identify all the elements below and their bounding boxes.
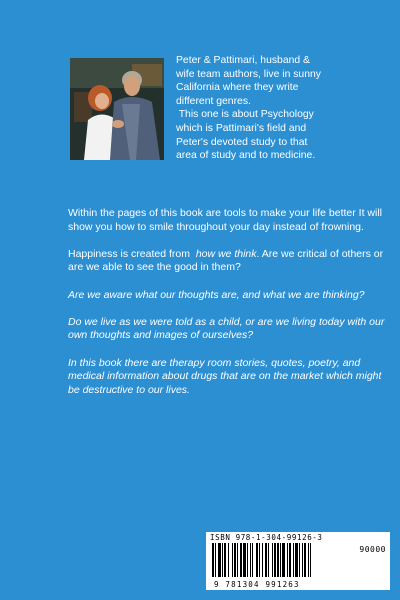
- book-description: [68, 207, 386, 411]
- price-code: 90000: [359, 545, 386, 554]
- bio-line: This one is about Psychology: [176, 109, 314, 121]
- barcode-bar: [265, 543, 267, 577]
- barcode-bar: [256, 543, 258, 577]
- barcode-bar: [250, 543, 251, 577]
- barcode-digits: 9 781304 991263: [214, 580, 300, 589]
- barcode-bar: [304, 543, 306, 577]
- barcode-bar: [222, 543, 223, 577]
- barcode-bar: [212, 543, 214, 577]
- barcode-bar: [237, 543, 238, 577]
- barcode-bar: [232, 543, 233, 577]
- barcode-bar: [289, 543, 291, 577]
- isbn-barcode: [206, 532, 390, 590]
- bio-line: wife team authors, live in sunny: [176, 68, 321, 80]
- barcode-bar: [308, 543, 309, 577]
- barcode-bar: [272, 543, 273, 577]
- barcode-bar: [295, 543, 298, 577]
- barcode-bar: [215, 543, 216, 577]
- author-bio: [176, 54, 388, 163]
- barcode-bar: [234, 543, 236, 577]
- bio-line: different genres.: [176, 95, 251, 107]
- emphasis-text: how we think: [195, 247, 257, 260]
- barcode-bars: [212, 543, 352, 577]
- isbn-text: ISBN 978-1-304-99126-3: [210, 533, 323, 542]
- bio-line: area of study and to medicine.: [176, 150, 316, 162]
- bio-line: Peter & Pattimari, husband &: [176, 55, 310, 66]
- description-paragraph: [68, 289, 386, 303]
- barcode-bar: [287, 543, 288, 577]
- italic-paragraph: Are we aware what our thoughts are, and what we are thinking?: [68, 288, 365, 301]
- barcode-bar: [274, 543, 276, 577]
- barcode-bar: [240, 543, 242, 577]
- barcode-bar: [268, 543, 269, 577]
- author-photo: [70, 58, 164, 160]
- italic-paragraph: Do we live as we were told as a child, or are we living today with our own thoughts and images of ourselves?: [68, 315, 385, 342]
- description-paragraph: [68, 316, 386, 343]
- barcode-bar: [310, 543, 311, 577]
- barcode-bar: [218, 543, 221, 577]
- bio-line: California where they write: [176, 82, 299, 94]
- barcode-bar: [302, 543, 303, 577]
- text-span: Happiness is created from: [68, 247, 196, 260]
- barcode-bar: [247, 543, 248, 577]
- barcode-bar: [228, 543, 229, 577]
- barcode-bar: [252, 543, 253, 577]
- barcode-bar: [259, 543, 260, 577]
- barcode-bar: [299, 543, 300, 577]
- description-paragraph: Within the pages of this book are tools to make your life better It will show you how to smile throughout your day instead of frowning.: [68, 207, 382, 233]
- description-paragraph: [68, 357, 386, 398]
- barcode-bar: [280, 543, 281, 577]
- barcode-bar: [243, 543, 246, 577]
- barcode-bar: [262, 543, 263, 577]
- text-span: . Are we critical of others or are we able to see the good in them?: [68, 247, 384, 274]
- italic-paragraph: In this book there are therapy room stories, quotes, poetry, and medical information about drugs that are on the market which might be destructive to our lives.: [68, 356, 382, 396]
- barcode-bar: [277, 543, 279, 577]
- barcode-bar: [293, 543, 294, 577]
- barcode-bar: [282, 543, 285, 577]
- bio-line: which is Pattimari's field and: [176, 122, 307, 134]
- barcode-bar: [224, 543, 226, 577]
- description-paragraph: [68, 248, 386, 275]
- bio-line: Peter's devoted study to that: [176, 136, 308, 148]
